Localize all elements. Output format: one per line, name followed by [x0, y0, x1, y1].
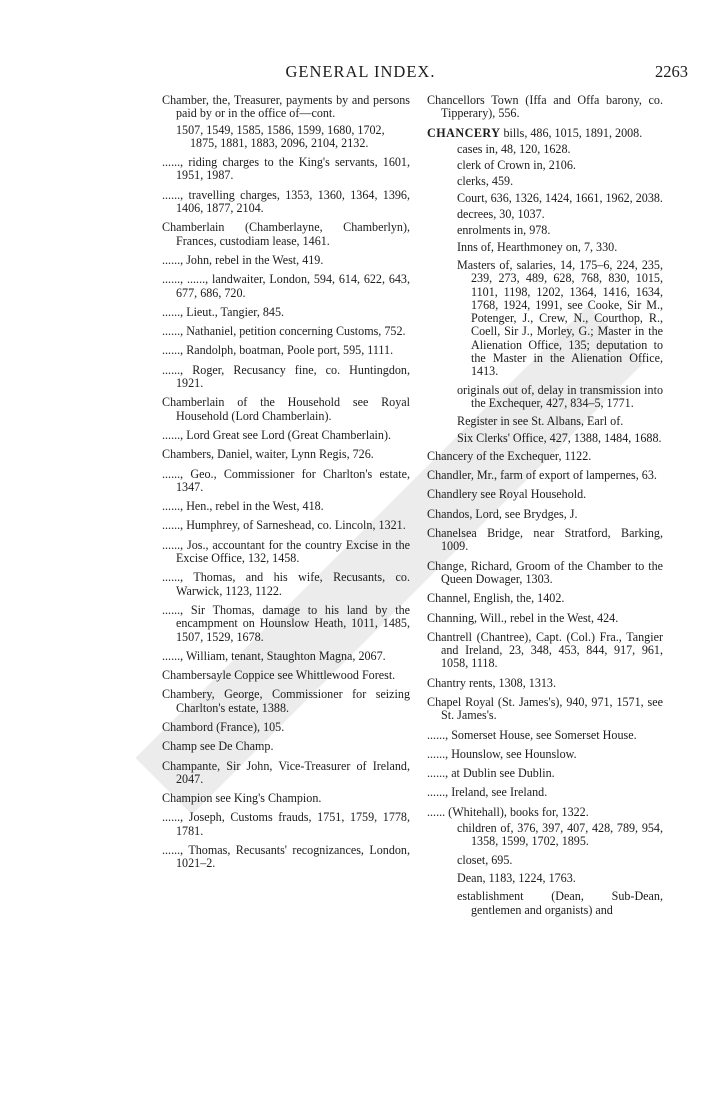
index-subentry: Inns of, Hearthmoney on, 7, 330. — [457, 239, 618, 254]
index-entry: ......, Hounslow, see Hounslow. — [427, 746, 577, 761]
index-entry: Chamber, the, Treasurer, payments by and persons paid by or in the office of—cont. — [162, 93, 410, 121]
running-title: GENERAL INDEX. — [285, 62, 436, 81]
index-entry: Chambers, Daniel, waiter, Lynn Regis, 726. — [162, 447, 374, 462]
index-entry: ......, travelling charges, 1353, 1360, 1364, 1396, 1406, 1877, 2104. — [162, 187, 410, 216]
index-entry: ......, Thomas, and his wife, Recusants, co. Warwick, 1123, 1122. — [162, 570, 410, 598]
index-entry: Chapel Royal (St. James's), 940, 971, 1571, see St. James's. — [427, 694, 663, 723]
index-entry: ......, Randolph, boatman, Poole port, 595, 1111. — [162, 343, 394, 358]
index-entry: ......, Humphrey, of Sarneshead, co. Lincoln, 1321. — [162, 518, 406, 533]
index-entry: ......, Hen., rebel in the West, 418. — [162, 499, 324, 514]
index-entry: ......, Roger, Recusancy fine, co. Huntingdon, 1921. — [162, 362, 410, 391]
index-entry: Chantrell (Chantree), Capt. (Col.) Fra., Tangier and Ireland, 23, 348, 453, 844, 917, 961, 1058, 1118. — [427, 629, 663, 671]
index-subentry: Masters of, salaries, 14, 175–6, 224, 235, 239, 273, 489, 628, 768, 830, 1015, 1101, 1198, 1202, 1364, 1416, 1634, 1768, 1924, 1991, see Cooke, Sir M., Potenger, J., Crew, N., Courthop, R., Coell, Sir J., Morley, G.; Master in the Alienation Office, 135; deputation to the Master in the Alienation Office, 1413. — [457, 257, 663, 379]
index-subentry: children of, 376, 397, 407, 428, 789, 954, 1358, 1599, 1702, 1895. — [457, 821, 663, 849]
index-column-left — [162, 94, 410, 877]
index-subentry: cases in, 48, 120, 1628. — [457, 141, 571, 156]
ditto-mark: ...... — [427, 804, 446, 819]
index-entry: ......, Jos., accountant for the country Excise in the Excise Office, 132, 1458. — [162, 537, 410, 566]
index-subentry: enrolments in, 978. — [457, 223, 551, 238]
index-entry: ......, John, rebel in the West, 419. — [162, 252, 324, 267]
index-subentry: originals out of, delay in transmission into the Exchequer, 427, 834–5, 1771. — [457, 382, 663, 410]
index-entry: 1507, 1549, 1585, 1586, 1599, 1680, 1702, 1875, 1881, 1883, 2096, 2104, 2132. — [176, 122, 385, 150]
index-column-right — [427, 94, 663, 922]
index-entry: Chancery of the Exchequer, 1122. — [427, 448, 592, 463]
page-header — [0, 62, 721, 84]
index-entry: Chandler, Mr., farm of export of lampernes, 63. — [427, 468, 657, 483]
index-entry: Channing, Will., rebel in the West, 424. — [427, 610, 619, 625]
index-entry: Champion see King's Champion. — [162, 791, 322, 806]
index-entry: ......, Ireland, see Ireland. — [427, 785, 548, 800]
index-subentry: closet, 695. — [457, 852, 513, 867]
index-entry: Chanelsea Bridge, near Stratford, Barking, 1009. — [427, 526, 663, 554]
index-subentry: Six Clerks' Office, 427, 1388, 1484, 1688. — [457, 430, 662, 445]
index-entry: ......, at Dublin see Dublin. — [427, 766, 555, 781]
index-subentry: establishment (Dean, Sub-Dean, gentlemen and organists) and — [457, 889, 663, 917]
page-number: 2263 — [655, 62, 688, 81]
index-entry: ......, Nathaniel, petition concerning Customs, 752. — [162, 324, 406, 339]
index-entry: Chandos, Lord, see Brydges, J. — [427, 506, 578, 521]
index-entry: ......, ......, landwaiter, London, 594, 614, 622, 643, 677, 686, 720. — [162, 272, 410, 300]
index-entry: Chancellors Town (Iffa and Offa barony, co. Tipperary), 556. — [427, 93, 663, 121]
index-entry: ......, Lieut., Tangier, 845. — [162, 304, 285, 319]
index-subentry: Dean, 1183, 1224, 1763. — [457, 870, 576, 885]
index-subentry: clerk of Crown in, 2106. — [457, 158, 576, 173]
index-entry-chancery — [427, 127, 663, 140]
index-entry: Chambord (France), 105. — [162, 719, 285, 734]
index-entry: Chandlery see Royal Household. — [427, 487, 587, 502]
index-entry: Chambersayle Coppice see Whittlewood Forest. — [162, 668, 396, 683]
index-entry: ......, Lord Great see Lord (Great Chamberlain). — [162, 427, 392, 442]
index-subentry: decrees, 30, 1037. — [457, 207, 545, 222]
index-entry: Channel, English, the, 1402. — [427, 591, 565, 606]
index-subentry: Register in see St. Albans, Earl of. — [457, 414, 624, 429]
index-entry: ......, Somerset House, see Somerset House. — [427, 727, 637, 742]
index-subentry: clerks, 459. — [457, 174, 514, 189]
index-subentry: bills, 486, 1015, 1891, 2008. — [503, 125, 643, 140]
index-entry: ......, Joseph, Customs frauds, 1751, 1759, 1778, 1781. — [162, 810, 410, 838]
heading-word: CHANCERY — [427, 125, 501, 140]
index-entry: Chamberlain (Chamberlayne, Chamberlyn), Frances, custodiam lease, 1461. — [162, 220, 410, 248]
index-entry: ......, Thomas, Recusants' recognizances, London, 1021–2. — [162, 843, 410, 871]
index-subentry: (Whitehall), books for, 1322. — [448, 804, 589, 819]
index-entry: ......, Geo., Commissioner for Charlton's estate, 1347. — [162, 466, 410, 494]
index-entry: Champ see De Champ. — [162, 739, 274, 754]
index-subentry: Court, 636, 1326, 1424, 1661, 1962, 2038. — [457, 190, 663, 205]
index-entry: ......, William, tenant, Staughton Magna, 2067. — [162, 648, 386, 663]
index-entry: ......, Sir Thomas, damage to his land by the encampment on Hounslow Heath, 1011, 1485, 1507, 1529, 1678. — [162, 602, 410, 644]
index-entry: Chambery, George, Commissioner for seizing Charlton's estate, 1388. — [162, 687, 410, 715]
index-entry: Change, Richard, Groom of the Chamber to the Queen Dowager, 1303. — [427, 558, 663, 586]
index-entry: Champante, Sir John, Vice-Treasurer of Ireland, 2047. — [162, 758, 410, 786]
index-entry: Chamberlain of the Household see Royal Household (Lord Chamberlain). — [162, 395, 410, 423]
index-entry: ......, riding charges to the King's servants, 1601, 1951, 1987. — [162, 155, 410, 183]
index-entry-whitehall — [427, 806, 663, 819]
index-entry: Chantry rents, 1308, 1313. — [427, 675, 556, 690]
